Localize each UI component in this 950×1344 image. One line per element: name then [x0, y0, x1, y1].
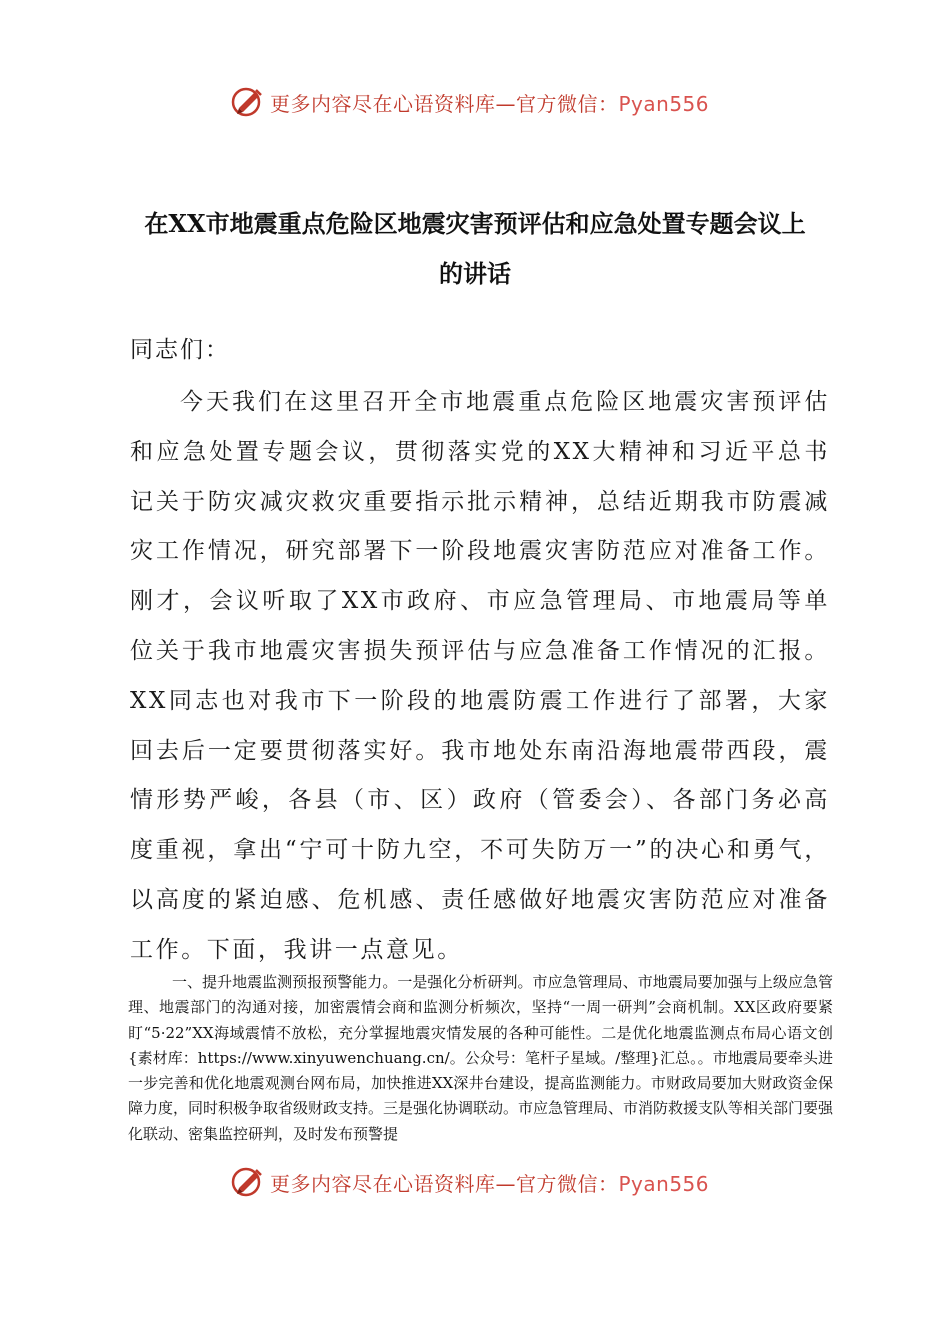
header-banner: [230, 82, 709, 122]
salutation: 同志们：: [130, 337, 230, 363]
header-banner-main: 更多内容尽在心语资料库—官方微信：: [270, 91, 619, 116]
intro-paragraph: 今天我们在这里召开全市地震重点危险区地震灾害预评估和应急处置专题会议，贯彻落实党的XX大精神和习近平总书记关于防灾减灾救灾重要指示批示精神，总结近期我市防震减灾工作情况，研究部署下一阶段地震灾害防范应对准备工作。刚才，会议听取了XX市政府、市应急管理局、市地震局等单位关于我市地震灾害损失预评估与应急准备工作情况的汇报。XX同志也对我市下一阶段的地震防震工作进行了部署，大家回去后一定要贯彻落实好。我市地处东南沿海地震带西段，震情形势严峻，各县（市、区）政府（管委会）、各部门务必高度重视，拿出“宁可十防九空，不可失防万一”的决心和勇气，以高度的紧迫感、危机感、责任感做好地震灾害防范应对准备工作。下面，我讲一点意见。: [130, 389, 830, 963]
header-banner-account: Pyan556: [618, 91, 710, 116]
header-banner-text: [270, 88, 709, 117]
footer-banner-account: Pyan556: [618, 1171, 710, 1196]
footer-banner: [230, 1162, 709, 1202]
footer-banner-main: 更多内容尽在心语资料库—官方微信：: [270, 1171, 619, 1196]
pen-logo-icon: [230, 84, 266, 120]
footer-banner-text: [270, 1168, 709, 1197]
document-title-line2: 的讲话: [439, 259, 511, 288]
pen-logo-icon: [230, 1164, 266, 1200]
document-title-line1: 在XX市地震重点危险区地震灾害预评估和应急处置专题会议上: [144, 209, 806, 238]
section-one-paragraph: 一、提升地震监测预报预警能力。一是强化分析研判。市应急管理局、市地震局要加强与上级应急管理、地震部门的沟通对接，加密震情会商和监测分析频次，坚持“一周一研判”会商机制。XX区政府要紧盯“5·22”XX海域震情不放松，充分掌握地震灾情发展的各种可能性。二是优化地震监测点布局心语文创{素材库：https://www.xinyuwenchuang.cn/。公众号：笔杆子星域。/整理}汇总。。市地震局要牵头进一步完善和优化地震观测台网布局，加快推进XX深井台建设，提高监测能力。市财政局要加大财政资金保障力度，同时积极争取省级财政支持。三是强化协调联动。市应急管理局、市消防救援支队等相关部门要强化联动、密集监控研判，及时发布预警提: [128, 973, 834, 1143]
